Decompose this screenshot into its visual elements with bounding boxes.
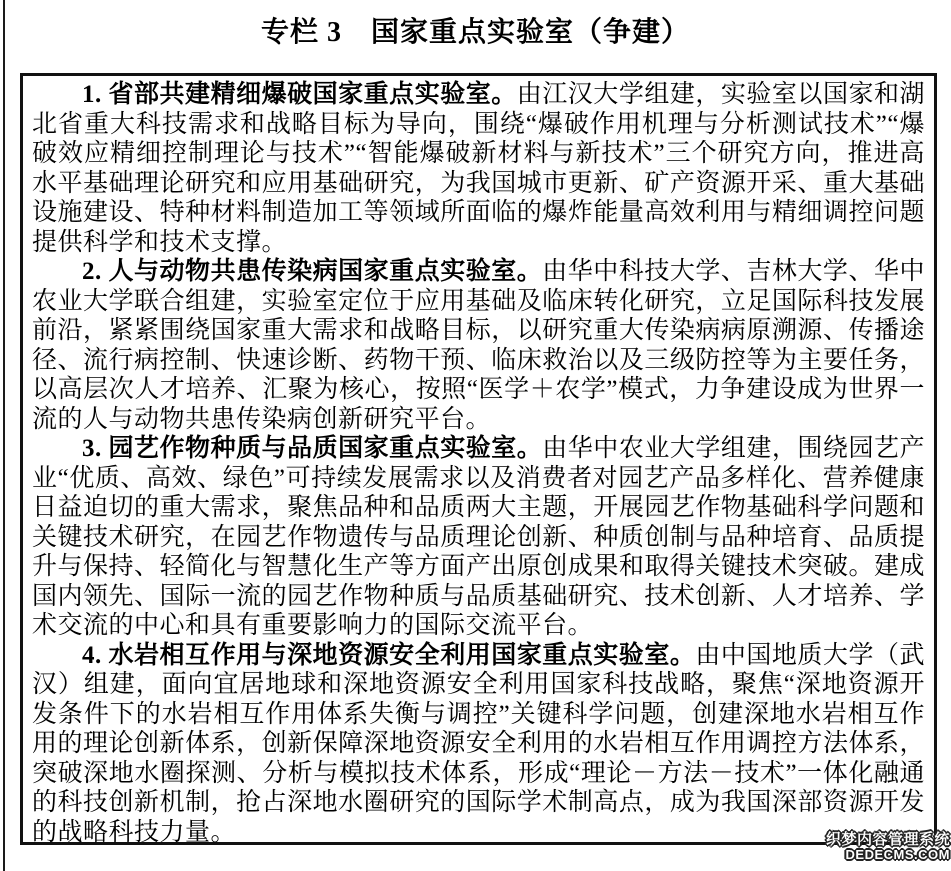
watermark-cms-url: DEDECMS.COM (845, 846, 950, 862)
paragraph-lab-3-heading: 3. 园艺作物种质与品质国家重点实验室。 (82, 435, 543, 462)
page-edge-line (3, 0, 5, 871)
paragraph-lab-1 (32, 80, 925, 257)
paragraph-lab-4-heading: 4. 水岩相互作用与深地资源安全利用国家重点实验室。 (82, 641, 696, 669)
paragraph-lab-2 (32, 257, 925, 434)
watermark-cms-name: 织梦内容管理系统 (825, 831, 950, 848)
paragraph-lab-4-body: 由中国地质大学（武汉）组建，面向宜居地球和深地资源安全利用国家科技战略，聚焦“深地资源开发条件下的水岩相互作用体系失衡与调控”关键科学问题，创建深地水岩相互作用的理论创新体系，创新保障深地资源安全利用的水岩相互作用调控方法体系，突破深地水圈探测、分析与模拟技术体系，形成“理论－方法－技术”一体化融通的科技创新机制，抢占深地水圈研究的国际学术制高点，成为我国深部资源开发的战略科技力量。 (32, 641, 925, 846)
laboratories-panel (20, 73, 937, 845)
page-title: 专栏 3 国家重点实验室（争建） (260, 17, 690, 48)
paragraph-lab-2-heading: 2. 人与动物共患传染病国家重点实验室。 (82, 258, 543, 285)
paragraph-lab-2-body: 由华中科技大学、吉林大学、华中农业大学联合组建，实验室定位于应用基础及临床转化研究，立足国际科技发展前沿，紧紧围绕国家重大需求和战略目标，以研究重大传染病病原溯源、传播途径、流行病控制、快速诊断、药物干预、临床救治以及三级防控等为主要任务，以高层次人才培养、汇聚为核心，按照“医学＋农学”模式，力争建设成为世界一流的人与动物共患传染病创新研究平台。 (32, 258, 925, 433)
paragraph-lab-1-heading: 1. 省部共建精细爆破国家重点实验室。 (82, 81, 517, 108)
watermark (826, 832, 950, 861)
paragraph-lab-1-body: 由江汉大学组建，实验室以国家和湖北省重大科技需求和战略目标为导向，围绕“爆破作用机理与分析测试技术”“爆破效应精细控制理论与技术”“智能爆破新材料与新技术”三个研究方向，推进高水平基础理论研究和应用基础研究，为我国城市更新、矿产资源开采、重大基础设施建设、特种材料制造加工等领域所面临的爆炸能量高效利用与精细调控问题提供科学和技术支撑。 (32, 81, 925, 256)
paragraph-lab-4 (32, 641, 925, 848)
paragraph-lab-3 (32, 434, 925, 641)
paragraph-lab-3-body: 由华中农业大学组建，围绕园艺产业“优质、高效、绿色”可持续发展需求以及消费者对园艺产品多样化、营养健康日益迫切的重大需求，聚焦品种和品质两大主题，开展园艺作物基础科学问题和关键技术研究，在园艺作物遗传与品质理论创新、种质创制与品种培育、品质提升与保持、轻简化与智慧化生产等方面产出原创成果和取得关键技术突破。建成国内领先、国际一流的园艺作物种质与品质基础研究、技术创新、人才培养、学术交流的中心和具有重要影响力的国际交流平台。 (32, 435, 925, 639)
